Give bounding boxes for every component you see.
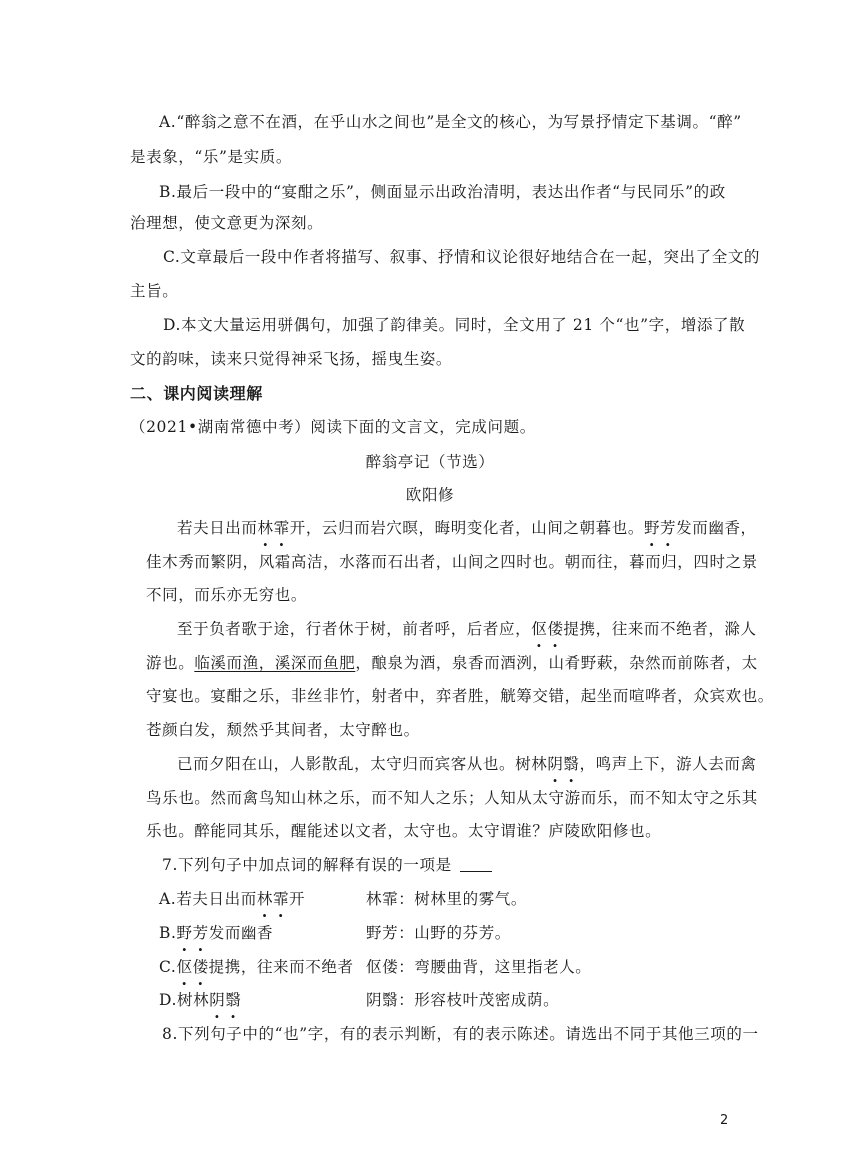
choice-d-line2: 文的韵味，读来只觉得神采飞扬，摇曳生姿。 — [130, 350, 453, 368]
choice-d-line1: D.本文大量运用骈偶句，加强了韵律美。同时，全文用了 21 个“也”字，增添了散 — [163, 316, 746, 334]
dotted-char: 野 — [643, 519, 661, 537]
choice-b-line1: B.最后一段中的“宴酣之乐”，侧面显示出政治清明，表达出作者“与民同乐”的政 — [159, 183, 726, 201]
q7-option-a-explanation: 林霏：树林里的雾气。 — [366, 890, 528, 908]
dotted-char: 霏 — [273, 519, 290, 537]
question-8-stem: 8.下列句子中的“也”字，有的表示判断，有的表示陈述。请选出不同于其他三项的一 — [162, 1025, 759, 1043]
passage-p2-line3: 守宴也。宴酣之乐，非丝非竹，射者中，弈者胜，觥筹交错，起坐而喧哗者，众宾欢也。 — [146, 687, 774, 705]
choice-c-line1: C.文章最后一段中作者将描写、叙事、抒情和议论很好地结合在一起，突出了全文的 — [163, 248, 761, 266]
dotted-char: 伛 — [176, 958, 193, 976]
passage-p3-line1: 已而夕阳在山，人影散乱，太守归而宾客从也。树林阴翳，鸣声上下，游人去而禽 — [177, 755, 757, 773]
passage-author: 欧阳修 — [405, 486, 455, 504]
passage-p2-line1: 至于负者歌于途，行者休于树，前者呼，后者应，伛偻提携，往来而不绝者，滁人 — [177, 620, 757, 638]
dotted-char: 翳 — [225, 991, 242, 1009]
question-7-stem: 7.下列句子中加点词的解释有误的一项是 — [162, 855, 492, 875]
passage-p1-line1: 若夫日出而林霏开，云归而岩穴暝，晦明变化者，山间之朝暮也。野芳发而幽香， — [177, 519, 757, 537]
dotted-char: 林 — [256, 890, 273, 908]
passage-p1-line2: 佳木秀而繁阴，风霜高洁，水落而石出者，山间之四时也。朝而往，暮而归，四时之景 — [146, 553, 758, 571]
passage-p2-line4: 苍颜白发，颓然乎其间者，太守醉也。 — [146, 721, 420, 739]
q7-option-a: A.若夫日出而林霏开 — [159, 890, 306, 908]
section-heading: 二、课内阅读理解 — [130, 384, 263, 403]
q7-option-c-explanation: 伛偻：弯腰曲背，这里指老人。 — [366, 958, 592, 976]
q7-option-d: D.树林阴翳 — [159, 991, 242, 1009]
passage-p2-line2: 游也。临溪而渔，溪深而鱼肥，酿泉为酒，泉香而酒洌，山肴野蔌，杂然而前陈者，太 — [146, 654, 758, 672]
dotted-char: 林 — [257, 519, 274, 537]
passage-title: 醉翁亭记（节选） — [365, 453, 495, 471]
page-number: 2 — [720, 1113, 729, 1128]
dotted-char: 野 — [176, 924, 193, 942]
choice-b-line2: 治理想，使文意更为深刻。 — [130, 214, 324, 232]
dotted-char: 芳 — [660, 519, 677, 537]
dotted-char: 芳 — [192, 924, 209, 942]
answer-blank[interactable] — [460, 857, 492, 872]
choice-a-line2: 是表象，“乐”是实质。 — [130, 148, 292, 166]
underlined-sentence: 临溪而渔，溪深而鱼肥 — [194, 654, 356, 672]
choice-c-line2: 主旨。 — [130, 282, 179, 300]
q7-option-b-explanation: 野芳：山野的芬芳。 — [366, 924, 511, 942]
q7-option-c: C.伛偻提携，往来而不绝者 — [159, 958, 354, 976]
source-note: （2021•湖南常德中考）阅读下面的文言文，完成问题。 — [130, 418, 536, 436]
dotted-char: 偻 — [547, 620, 564, 638]
passage-p3-line3: 乐也。醉能同其乐，醒能述以文者，太守也。太守谓谁？庐陵欧阳修也。 — [146, 822, 662, 840]
dotted-char: 霏 — [272, 890, 290, 908]
q7-option-b: B.野芳发而幽香 — [159, 924, 274, 942]
dotted-char: 阴 — [209, 991, 226, 1009]
choice-a-line1: A.“醉翁之意不在酒，在乎山水之间也”是全文的核心，为写景抒情定下基调。“醉” — [159, 113, 742, 131]
passage-p1-line3: 不同，而乐亦无穷也。 — [146, 586, 308, 604]
dotted-char: 翳 — [563, 755, 580, 773]
dotted-char: 阴 — [547, 755, 564, 773]
q7-option-d-explanation: 阴翳：形容枝叶茂密成荫。 — [366, 991, 560, 1009]
passage-p3-line2: 鸟乐也。然而禽鸟知山林之乐，而不知人之乐；人知从太守游而乐，而不知太守之乐其 — [146, 789, 758, 807]
dotted-char: 偻 — [192, 958, 209, 976]
dotted-char: 伛 — [531, 620, 548, 638]
